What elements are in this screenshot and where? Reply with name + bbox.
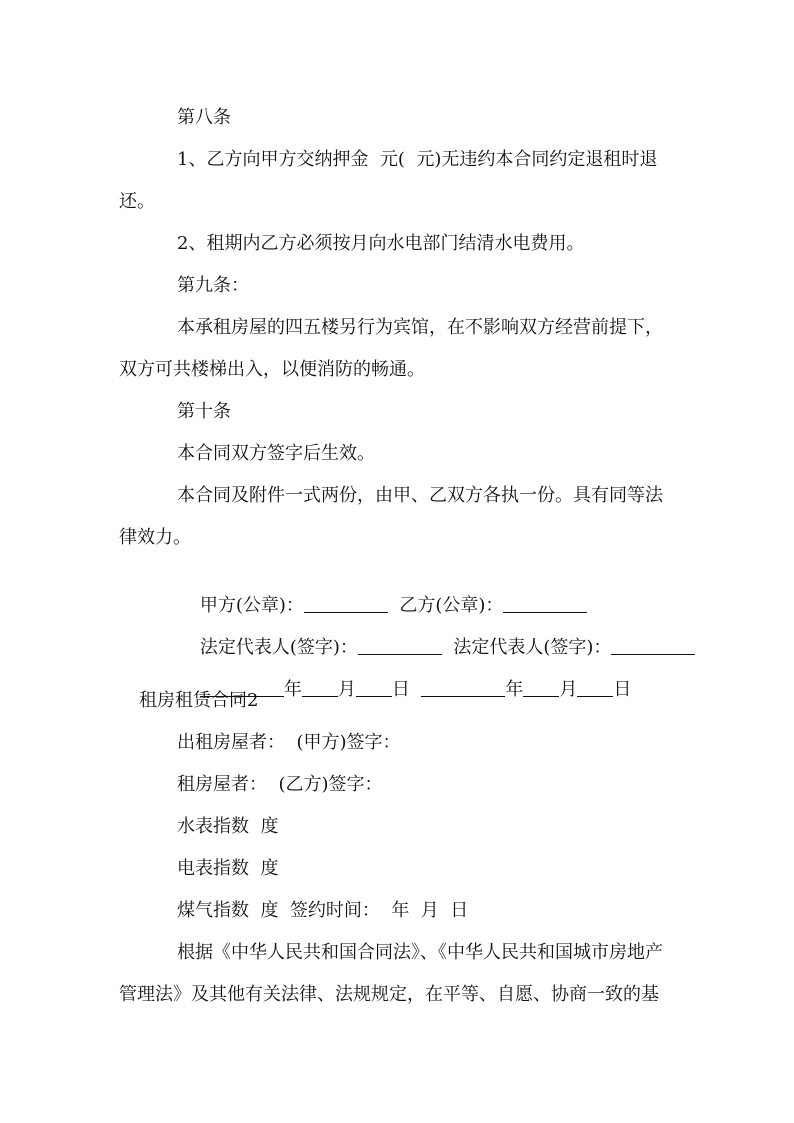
gas-meter-and-date-line: 煤气指数 度 签约时间： 年 月 日 — [177, 900, 469, 921]
party-b-seal-label: 乙方(公章)： — [399, 595, 504, 616]
legal-basis-line-2: 管理法》及其他有关法律、法规规定，在平等、自愿、协商一致的基 — [119, 984, 659, 1005]
article-10-copies-line-2: 律效力。 — [119, 527, 191, 548]
article-8-heading: 第八条 — [177, 107, 231, 128]
electricity-meter-line: 电表指数 度 — [177, 858, 279, 879]
party-b-day-blank — [577, 678, 613, 697]
article-9-body-line-1: 本承租房屋的四五楼另行为宾馆，在不影响双方经营前提下， — [177, 317, 663, 338]
contract-2-title: 租房租赁合同2 — [139, 690, 259, 711]
party-a-representative-label: 法定代表人(签字)： — [199, 637, 358, 658]
party-b-day-label: 日 — [613, 679, 632, 700]
article-10-effect: 本合同双方签字后生效。 — [177, 443, 375, 464]
article-8-item-2: 2、租期内乙方必须按月向水电部门结清水电费用。 — [177, 233, 585, 254]
party-b-month-label: 月 — [559, 679, 578, 700]
party-a-day-label: 日 — [391, 679, 410, 700]
party-a-month-blank — [302, 678, 338, 697]
lessor-signature-line: 出租房屋者： (甲方)签字： — [177, 732, 401, 753]
lessee-signature-line: 租房屋者： (乙方)签字： — [177, 774, 383, 795]
water-meter-line: 水表指数 度 — [177, 816, 279, 837]
article-10-copies-line-1: 本合同及附件一式两份，由甲、乙双方各执一份。具有同等法 — [177, 485, 663, 506]
party-b-year-label: 年 — [505, 679, 524, 700]
party-b-representative-label: 法定代表人(签字)： — [453, 637, 612, 658]
party-a-seal-label: 甲方(公章)： — [199, 595, 304, 616]
party-a-month-label: 月 — [337, 679, 356, 700]
article-9-heading: 第九条： — [177, 275, 249, 296]
legal-basis-line-1: 根据《中华人民共和国合同法》、《中华人民共和国城市房地产 — [177, 942, 663, 963]
party-a-day-blank — [356, 678, 392, 697]
article-10-heading: 第十条 — [177, 401, 231, 422]
party-b-month-blank — [523, 678, 559, 697]
article-8-item-1-line-2: 还。 — [119, 191, 155, 212]
article-9-body-line-2: 双方可共楼梯出入，以便消防的畅通。 — [119, 359, 425, 380]
article-8-item-1-line-1: 1、乙方向甲方交纳押金 元( 元)无违约本合同约定退租时退 — [177, 149, 658, 170]
party-a-year-label: 年 — [283, 679, 302, 700]
party-b-year-blank — [421, 678, 505, 697]
